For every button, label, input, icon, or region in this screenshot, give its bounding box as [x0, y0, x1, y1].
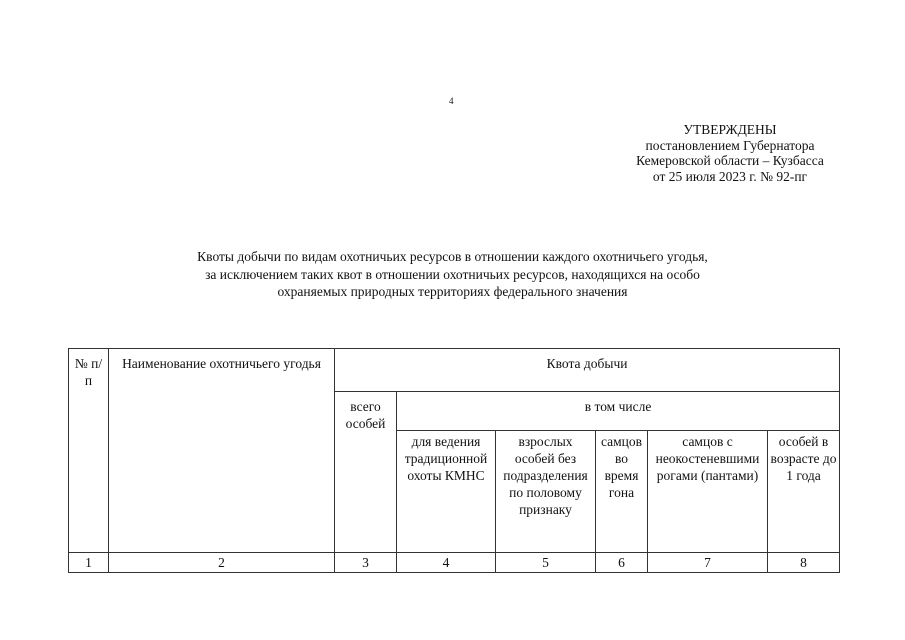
header-young: особей в возрасте до 1 года [768, 431, 840, 553]
approval-line-3: Кемеровской области – Кузбасса [636, 153, 824, 168]
header-name [109, 349, 335, 553]
column-number: 1 [69, 553, 109, 573]
title-line-1: Квоты добычи по видам охотничьих ресурсов в отношении каждого охотничьего угодья, [197, 249, 708, 264]
column-number: 2 [109, 553, 335, 573]
page-number: 4 [449, 96, 454, 106]
header-adults: взрослых особей без подразделения по половому признаку [496, 431, 596, 553]
header-num [69, 349, 109, 553]
header-total-label: всего особей [345, 399, 386, 431]
column-number: 7 [648, 553, 768, 573]
column-number: 3 [335, 553, 397, 573]
approval-line-4: от 25 июля 2023 г. № 92-пг [652, 168, 808, 184]
column-number: 6 [596, 553, 648, 573]
title-line-2: за исключением таких квот в отношении охотничьих ресурсов, находящихся на особо [205, 266, 700, 282]
header-including: в том числе [397, 392, 840, 431]
title-line-3: охраняемых природных территориях федерального значения [277, 284, 628, 299]
header-males-rut: самцов во время гона [596, 431, 648, 553]
column-number: 5 [496, 553, 596, 573]
header-row-1 [69, 349, 840, 392]
approval-line-2: постановлением Губернатора [645, 137, 815, 153]
column-number: 8 [768, 553, 840, 573]
approval-stamp [600, 122, 860, 184]
document-title [120, 248, 785, 301]
approval-line-1: УТВЕРЖДЕНЫ [683, 122, 777, 137]
column-number-row [69, 553, 840, 573]
header-name-label: Наименование охотничьего угодья [122, 356, 321, 371]
header-males-antlers: самцов с неокостеневшими рогами (пантами) [648, 431, 768, 553]
column-number: 4 [397, 553, 496, 573]
header-total [335, 392, 397, 553]
quota-table [68, 348, 840, 573]
header-num-label: № п/п [74, 356, 103, 388]
header-quota: Квота добычи [335, 349, 840, 392]
header-traditional: для ведения традиционной охоты КМНС [397, 431, 496, 553]
